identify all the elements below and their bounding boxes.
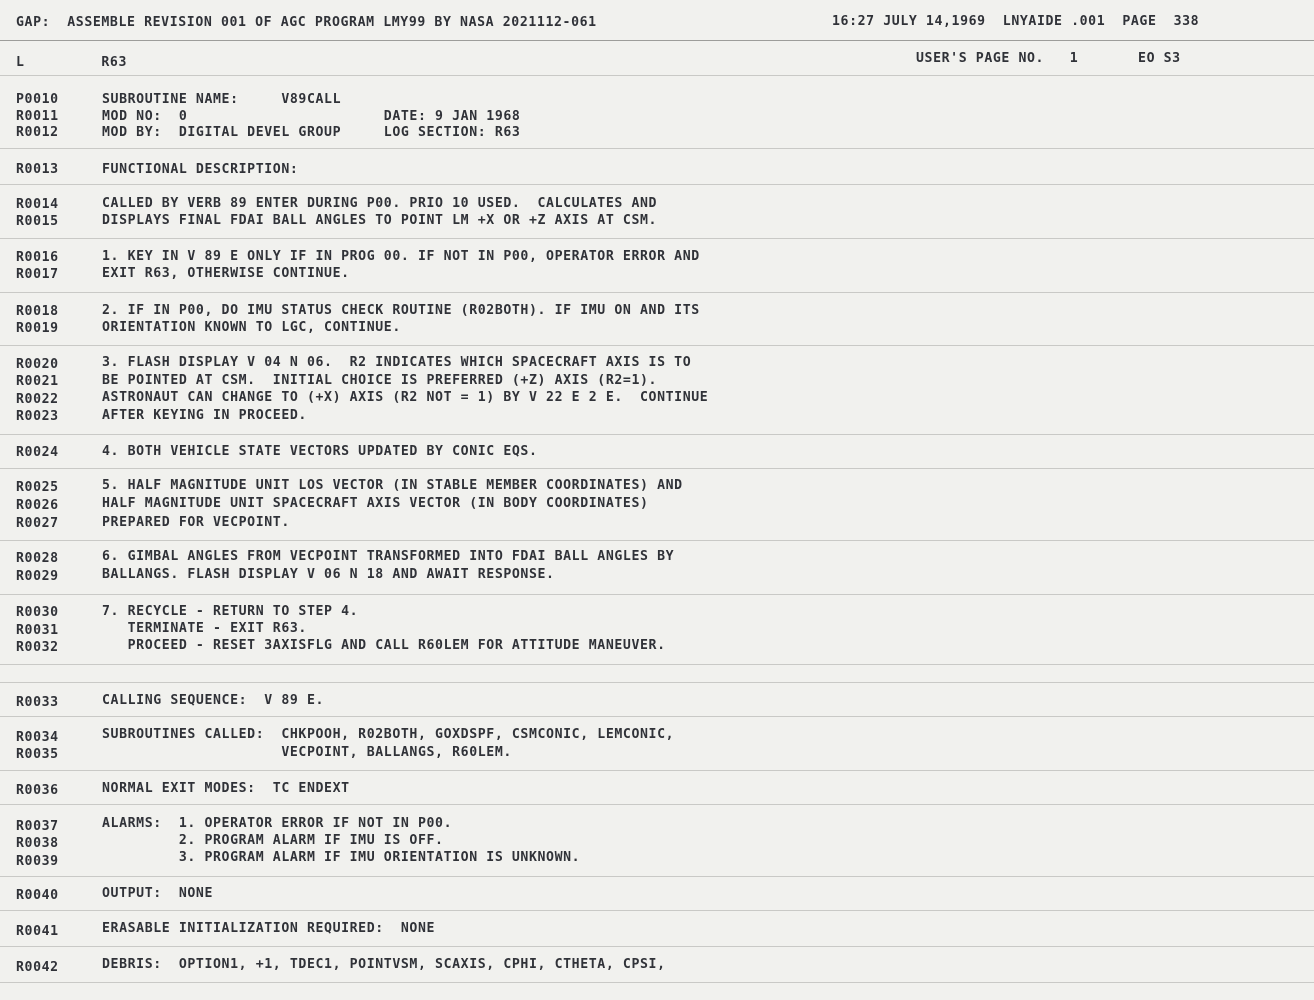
paper-rule	[0, 468, 1314, 469]
line-number: R0032	[16, 640, 59, 655]
line-text: BALLANGS. FLASH DISPLAY V 06 N 18 AND AWAIT RESPONSE.	[102, 567, 555, 582]
paper-rule	[0, 716, 1314, 717]
paper-rule	[0, 434, 1314, 435]
line-text: MOD BY: DIGITAL DEVEL GROUP LOG SECTION: R63	[102, 125, 521, 140]
paper-rule	[0, 910, 1314, 911]
line-number: R0020	[16, 357, 59, 372]
paper-rule	[0, 876, 1314, 877]
line-text: 2. PROGRAM ALARM IF IMU IS OFF.	[102, 833, 444, 848]
line-number: R0034	[16, 730, 59, 745]
line-number: R0037	[16, 819, 59, 834]
line-text: CALLING SEQUENCE: V 89 E.	[102, 693, 325, 708]
line-number: R0016	[16, 250, 59, 265]
listing-header-left: GAP: ASSEMBLE REVISION 001 OF AGC PROGRAM LMY99 BY NASA 2021112-061	[16, 15, 597, 30]
line-text: 7. RECYCLE - RETURN TO STEP 4.	[102, 604, 359, 619]
line-number: R0021	[16, 374, 59, 389]
line-text: AFTER KEYING IN PROCEED.	[102, 408, 307, 423]
line-number: R0026	[16, 498, 59, 513]
line-number: R0013	[16, 162, 59, 177]
line-text: VECPOINT, BALLANGS, R60LEM.	[102, 745, 512, 760]
paper-rule	[0, 982, 1314, 983]
line-number: R0017	[16, 267, 59, 282]
line-number: R0027	[16, 516, 59, 531]
line-number: R0019	[16, 321, 59, 336]
line-number: R0030	[16, 605, 59, 620]
paper-rule	[0, 238, 1314, 239]
line-text: HALF MAGNITUDE UNIT SPACECRAFT AXIS VECTOR (IN BODY COORDINATES)	[102, 496, 649, 511]
line-number: R0012	[16, 125, 59, 140]
line-text: 1. KEY IN V 89 E ONLY IF IN PROG 00. IF NOT IN P00, OPERATOR ERROR AND	[102, 249, 700, 264]
line-text: 4. BOTH VEHICLE STATE VECTORS UPDATED BY CONIC EQS.	[102, 444, 538, 459]
line-text: ERASABLE INITIALIZATION REQUIRED: NONE	[102, 921, 436, 936]
line-text: DEBRIS: OPTION1, +1, TDEC1, POINTVSM, SCAXIS, CPHI, CTHETA, CPSI,	[102, 957, 666, 972]
paper-rule	[0, 770, 1314, 771]
line-number: R0025	[16, 480, 59, 495]
line-number: R0031	[16, 623, 59, 638]
paper-rule	[0, 292, 1314, 293]
line-text: FUNCTIONAL DESCRIPTION:	[102, 162, 299, 177]
line-number: R0041	[16, 924, 59, 939]
line-text: 5. HALF MAGNITUDE UNIT LOS VECTOR (IN STABLE MEMBER COORDINATES) AND	[102, 478, 683, 493]
line-text: PREPARED FOR VECPOINT.	[102, 515, 290, 530]
line-text: SUBROUTINES CALLED: CHKPOOH, R02BOTH, GOXDSPF, CSMCONIC, LEMCONIC,	[102, 727, 675, 742]
paper-rule	[0, 148, 1314, 149]
line-number: R0040	[16, 888, 59, 903]
paper-rule	[0, 540, 1314, 541]
line-text: TERMINATE - EXIT R63.	[102, 621, 307, 636]
section-label: L R63	[16, 55, 128, 70]
line-number: R0028	[16, 551, 59, 566]
line-text: BE POINTED AT CSM. INITIAL CHOICE IS PREFERRED (+Z) AXIS (R2=1).	[102, 373, 658, 388]
paper-rule	[0, 345, 1314, 346]
line-number: R0042	[16, 960, 59, 975]
paper-rule	[0, 40, 1314, 41]
line-number: R0035	[16, 747, 59, 762]
listing-header-right: 16:27 JULY 14,1969 LNYAIDE .001 PAGE 338	[832, 14, 1200, 29]
paper-rule	[0, 184, 1314, 185]
line-text: MOD NO: 0 DATE: 9 JAN 1968	[102, 109, 521, 124]
line-number: R0038	[16, 836, 59, 851]
paper-rule	[0, 664, 1314, 665]
line-text: CALLED BY VERB 89 ENTER DURING P00. PRIO 10 USED. CALCULATES AND	[102, 196, 658, 211]
paper-rule	[0, 594, 1314, 595]
line-number: R0039	[16, 854, 59, 869]
line-text: OUTPUT: NONE	[102, 886, 214, 901]
paper-rule	[0, 682, 1314, 683]
line-number: R0014	[16, 197, 59, 212]
line-number: R0018	[16, 304, 59, 319]
line-number: R0015	[16, 214, 59, 229]
line-text: 3. PROGRAM ALARM IF IMU ORIENTATION IS UNKNOWN.	[102, 850, 581, 865]
line-text: EXIT R63, OTHERWISE CONTINUE.	[102, 266, 350, 281]
line-text: ORIENTATION KNOWN TO LGC, CONTINUE.	[102, 320, 401, 335]
line-number: R0024	[16, 445, 59, 460]
line-text: 2. IF IN P00, DO IMU STATUS CHECK ROUTINE (R02BOTH). IF IMU ON AND ITS	[102, 303, 700, 318]
line-text: PROCEED - RESET 3AXISFLG AND CALL R60LEM FOR ATTITUDE MANEUVER.	[102, 638, 666, 653]
paper-rule	[0, 75, 1314, 76]
paper-rule	[0, 804, 1314, 805]
line-number: R0022	[16, 392, 59, 407]
line-number: R0029	[16, 569, 59, 584]
line-text: DISPLAYS FINAL FDAI BALL ANGLES TO POINT LM +X OR +Z AXIS AT CSM.	[102, 213, 658, 228]
line-number: P0010	[16, 92, 59, 107]
line-text: 3. FLASH DISPLAY V 04 N 06. R2 INDICATES WHICH SPACECRAFT AXIS IS TO	[102, 355, 692, 370]
line-text: NORMAL EXIT MODES: TC ENDEXT	[102, 781, 350, 796]
line-text: ASTRONAUT CAN CHANGE TO (+X) AXIS (R2 NOT = 1) BY V 22 E 2 E. CONTINUE	[102, 390, 709, 405]
paper-rule	[0, 946, 1314, 947]
user-page-label: USER'S PAGE NO. 1 EO S3	[916, 51, 1181, 66]
line-number: R0036	[16, 783, 59, 798]
line-text: ALARMS: 1. OPERATOR ERROR IF NOT IN P00.	[102, 816, 453, 831]
line-text: SUBROUTINE NAME: V89CALL	[102, 92, 342, 107]
line-number: R0011	[16, 109, 59, 124]
line-text: 6. GIMBAL ANGLES FROM VECPOINT TRANSFORMED INTO FDAI BALL ANGLES BY	[102, 549, 675, 564]
line-number: R0023	[16, 409, 59, 424]
line-number: R0033	[16, 695, 59, 710]
